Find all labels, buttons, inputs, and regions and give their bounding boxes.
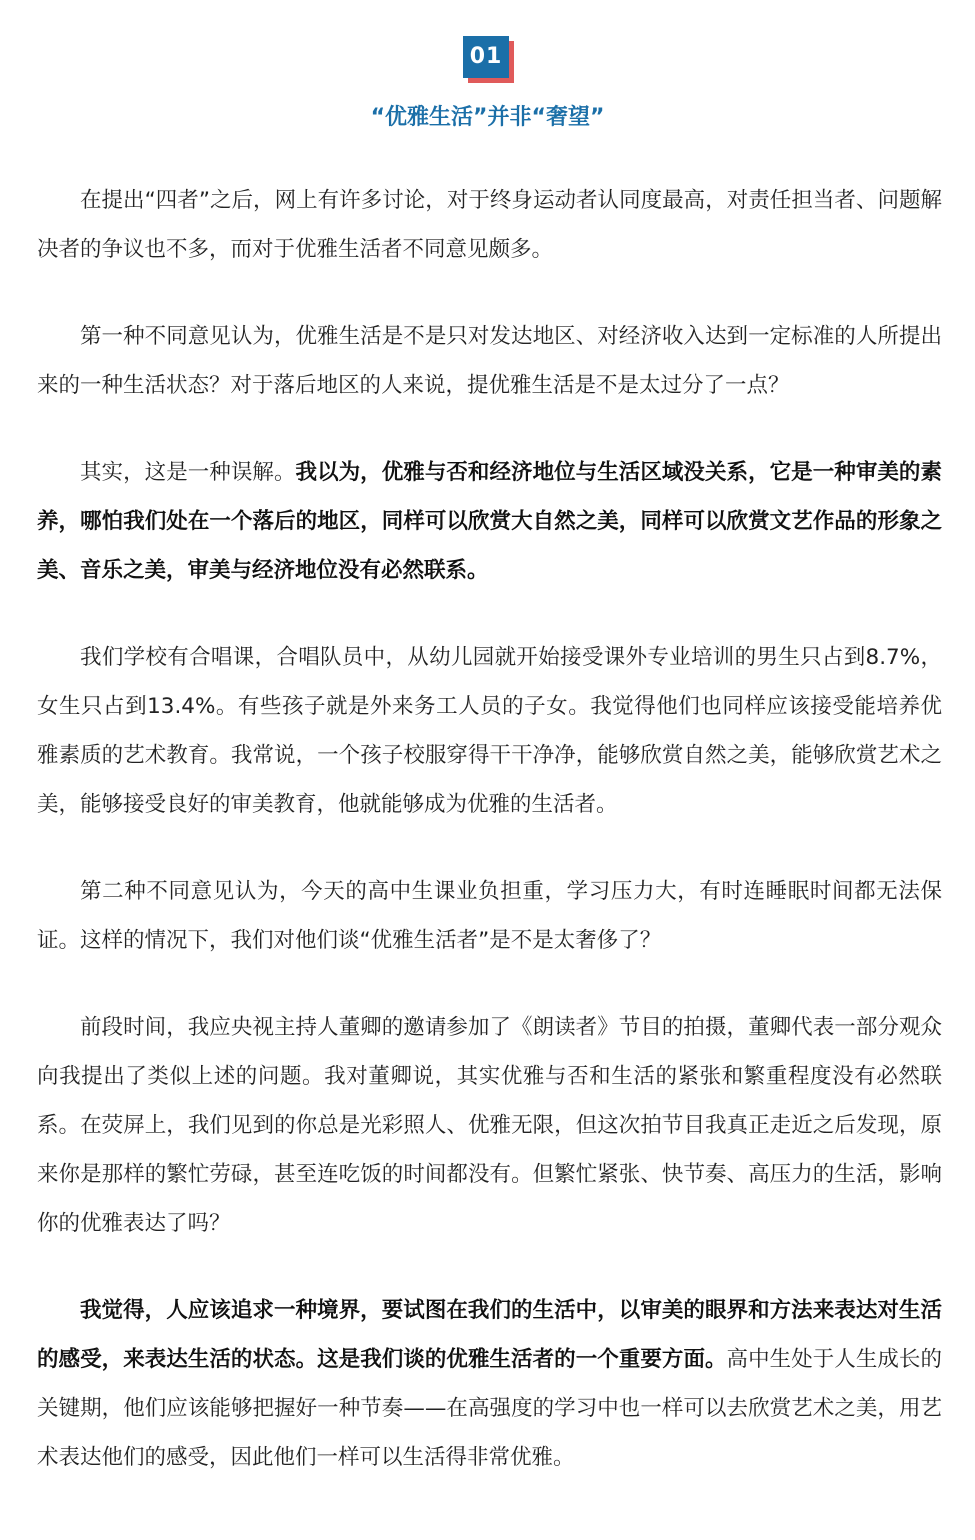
paragraph-3-bold: 我以为，优雅与否和经济地位与生活区域没关系，它是一种审美的素养，哪怕我们处在一个落后的地区，同样可以欣赏大自然之美，同样可以欣赏文艺作品的形象之美、音乐之美，审美与经济地位没有必然联系。 xyxy=(37,460,942,583)
paragraph-4: 我们学校有合唱课，合唱队员中，从幼儿园就开始接受课外专业培训的男生只占到8.7%，女生只占到13.4%。有些孩子就是外来务工人员的子女。我觉得他们也同样应该接受能培养优雅素质的艺术教育。我常说，一个孩子校服穿得干干净净，能够欣赏自然之美，能够欣赏艺术之美，能够接受良好的审美教育，他就能够成为优雅的生活者。 xyxy=(37,645,942,817)
paragraph-2: 第一种不同意见认为，优雅生活是不是只对发达地区、对经济收入达到一定标准的人所提出来的一种生活状态？对于落后地区的人来说，提优雅生活是不是太过分了一点？ xyxy=(37,324,942,398)
paragraph-7 xyxy=(37,1286,942,1482)
article-body xyxy=(37,176,942,1520)
paragraph-5: 第二种不同意见认为，今天的高中生课业负担重，学习压力大，有时连睡眠时间都无法保证。这样的情况下，我们对他们谈“优雅生活者”是不是太奢侈了？ xyxy=(37,879,942,953)
paragraph-6: 前段时间，我应央视主持人董卿的邀请参加了《朗读者》节目的拍摄，董卿代表一部分观众向我提出了类似上述的问题。我对董卿说，其实优雅与否和生活的紧张和繁重程度没有必然联系。在荧屏上，我们见到的你总是光彩照人、优雅无限，但这次拍节目我真正走近之后发现，原来你是那样的繁忙劳碌，甚至连吃饭的时间都没有。但繁忙紧张、快节奏、高压力的生活，影响你的优雅表达了吗？ xyxy=(37,1015,942,1236)
paragraph-3-plain: 其实，这是一种误解。 xyxy=(80,460,296,485)
section-number-badge xyxy=(463,36,515,84)
paragraph-1: 在提出“四者”之后，网上有许多讨论，对于终身运动者认同度最高，对责任担当者、问题解决者的争议也不多，而对于优雅生活者不同意见颇多。 xyxy=(37,188,942,262)
paragraph-7-plain: 高中生处于人生成长的关键期，他们应该能够把握好一种节奏——在高强度的学习中也一样可以去欣赏艺术之美，用艺术表达他们的感受，因此他们一样可以生活得非常优雅。 xyxy=(37,1347,942,1470)
paragraph-7-bold: 我觉得，人应该追求一种境界，要试图在我们的生活中，以审美的眼界和方法来表达对生活的感受，来表达生活的状态。这是我们谈的优雅生活者的一个重要方面。 xyxy=(37,1298,942,1372)
section-heading: “优雅生活”并非“奢望” xyxy=(370,105,605,130)
paragraph-3 xyxy=(37,448,942,595)
section-number: 01 xyxy=(463,36,509,78)
